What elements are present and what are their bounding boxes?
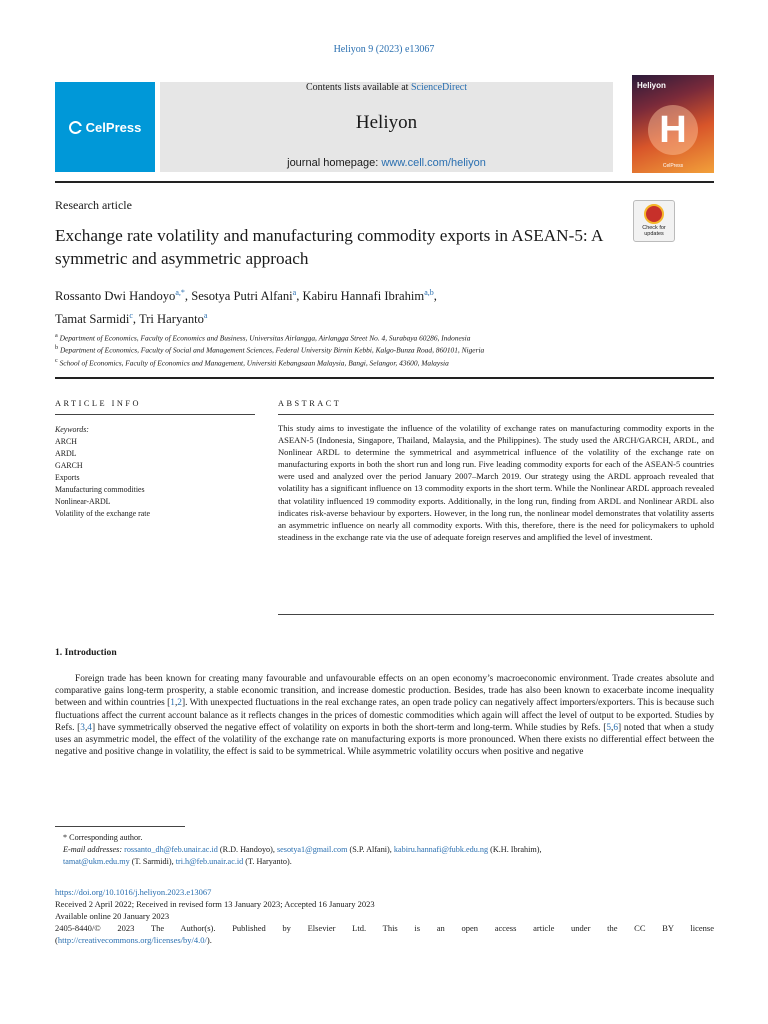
cellpress-logo-text: CelPress (85, 119, 142, 135)
cellpress-logo (61, 118, 149, 136)
citation-link[interactable]: 3 (80, 722, 85, 733)
abstract-heading: ABSTRACT (278, 399, 342, 408)
homepage-link[interactable]: www.cell.com/heliyon (381, 157, 486, 169)
cover-footer: CelPress (662, 163, 684, 169)
contents-line (160, 82, 613, 93)
article-info-heading: ARTICLE INFO (55, 399, 141, 408)
email-link[interactable]: tri.h@feb.unair.ac.id (175, 857, 244, 866)
citation-link[interactable]: 1 (170, 698, 175, 709)
email-link[interactable]: tamat@ukm.edu.my (63, 857, 130, 866)
abstract-rule (278, 414, 714, 415)
journal-cover[interactable] (632, 75, 714, 173)
journal-name: Heliyon (355, 112, 418, 133)
article-info-rule (55, 414, 255, 415)
keyword: ARCH (55, 437, 77, 446)
abstract-end-rule (278, 614, 714, 615)
affiliation: $^c$ School of Economics, Faculty of Economics and Management, Universiti Kebangsaan Malaysia, Bangi, Selangor, 43600, Malaysia (55, 357, 449, 368)
check-for-updates-button[interactable] (633, 200, 675, 242)
author[interactable]: Kabiru Hannafi Ibrahim$^{a,b}$ (302, 288, 434, 304)
author-list: Rossanto Dwi Handoyo$^{a,*}$, Sesotya Putri Alfani$^a$, Kabiru Hannafi Ibrahim$^{a,b}$, Tamat Sarmidi$^c$, Tri Haryanto$^a$ (55, 288, 437, 327)
info-divider (55, 377, 714, 379)
introduction-heading: 1. Introduction (55, 647, 117, 658)
keywords-list (55, 424, 255, 520)
keyword: Exports (55, 473, 80, 482)
author[interactable]: Tri Haryanto$^a$ (138, 311, 208, 327)
publication-info (55, 886, 714, 946)
homepage-prefix: journal homepage: (287, 157, 382, 169)
email-addresses: E-mail addresses: rossanto_dh@feb.unair.ac.id (R.D. Handoyo), sesotya1@gmail.com (S.P. Alfani), kabiru.hannafi@fubk.edu.ng (K.H. Ibrahim), tamat@ukm.edu.my (T. Sarmidi), tri.h@feb.unair.ac.id (T. Haryanto). (63, 845, 542, 866)
check-updates-label: Check for updates (642, 225, 666, 237)
keyword: Nonlinear-ARDL (55, 497, 111, 506)
citation-link[interactable]: 5 (606, 722, 611, 733)
email-link[interactable]: sesotya1@gmail.com (276, 845, 348, 854)
journal-reference[interactable]: Heliyon 9 (2023) e13067 (333, 44, 435, 55)
footnotes (55, 832, 714, 868)
keywords-label: Keywords: (55, 425, 89, 434)
cover-h-icon: H (648, 105, 698, 155)
license-link-line: (http://creativecommons.org/licenses/by/4.0/). (55, 935, 212, 946)
author[interactable]: Sesotya Putri Alfani$^a$ (191, 288, 297, 304)
license-statement: 2405-8440/© 2023 The Author(s). Published by Elsevier Ltd. This is an open access article under the CC BY license (55, 923, 714, 934)
citation-link[interactable]: 2 (177, 698, 182, 709)
cover-title: Heliyon (637, 81, 666, 90)
publisher-logo[interactable] (55, 82, 155, 172)
keyword: Manufacturing commodities (55, 485, 145, 494)
license-link[interactable]: http://creativecommons.org/licenses/by/4.0/ (57, 935, 207, 946)
available-online: Available online 20 January 2023 (55, 911, 170, 922)
author[interactable]: Rossanto Dwi Handoyo$^{a,*}$ (55, 288, 185, 304)
affiliation: $^a$ Department of Economics, Faculty of Economics and Business, Universitas Airlangga, Airlangga Street No. 4, Surabaya 60286, Indonesia (55, 333, 471, 343)
footnote-rule (55, 826, 185, 827)
header-divider (55, 181, 714, 183)
affiliations (55, 331, 714, 368)
contents-prefix: Contents lists available at (305, 82, 411, 93)
article-type: Research article (55, 198, 132, 212)
article-title: Exchange rate volatility and manufacturing commodity exports in ASEAN-5: A symmetric and asymmetric approach (55, 226, 603, 268)
email-link[interactable]: kabiru.hannafi@fubk.edu.ng (393, 845, 489, 854)
keyword: ARDL (55, 449, 77, 458)
sciencedirect-link[interactable]: ScienceDirect (410, 82, 468, 93)
abstract-text: This study aims to investigate the influence of the volatility of exchange rates on manufacturing commodity exports in the ASEAN-5 (Indonesia, Singapore, Thailand, Malaysia, and the Philippines). The study used the ARCH/GARCH, ARDL, and Nonlinear ARDL to determine the symmetrical and asymmetrical influence of the volatility of the exchange rate on manufacturing exports in both the short run and long run. Five leading commodity exports for each of the ASEAN-5 countries were used and analyzed over the period January 2007–March 2019. Our strategy using the ARDL approach revealed that volatility has a significant influence on 13 commodity exports in the short term. While the Nonlinear ARDL approach revealed that volatility influenced 19 commodity exports. Additionally, in the long run, finding from ARDL and Nonlinear ARDL also indicates risk-averse behaviour by exporters. However, in the long run, the nonlinear model demonstrates that volatility asserts an asymmetric influence on nearly all commodity exports. With this, therefore, there is the need for policymakers to uphold steadiness in the exchange rate via the use of adequate foreign reserves and amplified the level of investment. (278, 423, 714, 542)
email-link[interactable]: rossanto_dh@feb.unair.ac.id (124, 845, 218, 854)
corresponding-author-note: * Corresponding author. (63, 833, 143, 842)
introduction-paragraph: Foreign trade has been known for creating many favourable and unfavourable effects on an open economy’s macroeconomic environment. Trade creates absolute and comparative gains long-term prosperity, a stable economic transition, and increase domestic production. Besides, trade has also been known to exacerbate income inequality between and within countries [1,2]. With unexpected fluctuations in the real exchange rates, an open trade policy can negatively affect importers/exporters. This is because such fluctuations affect the current account balance as it reflects changes in the prices of domestic commodities which again will affect the level of output to be exported. Studies by Refs. [3,4] have symmetrically observed the negative effect of volatility on exports in both the short-term and long-term. While studies by Refs. [5,6] noted that when a study uses an asymmetric model, the effect of the volatility of the exchange rate on manufacturing exports is more pronounced. When there exists no differential effect between the negative and positive change in volatility, the effect is said to be symmetrical. While asymmetric volatility occurs when positive and negative (55, 674, 714, 758)
keyword: GARCH (55, 461, 83, 470)
cellpress-c-icon (69, 121, 82, 134)
received-dates: Received 2 April 2022; Received in revised form 13 January 2023; Accepted 16 January 2023 (55, 899, 375, 910)
keyword: Volatility of the exchange rate (55, 509, 150, 518)
citation-link[interactable]: 6 (613, 722, 619, 733)
citation-link[interactable]: 4 (87, 722, 92, 733)
doi-link[interactable]: https://doi.org/10.1016/j.heliyon.2023.e13067 (55, 887, 212, 897)
affiliation: $^b$ Department of Economics, Faculty of Social and Management Sciences, Federal University Birnin Kebbi, Kalgo-Bunza Road, 860101, Nigeria (55, 345, 485, 355)
journal-homepage (160, 157, 613, 169)
check-updates-icon (644, 204, 664, 224)
author[interactable]: Tamat Sarmidi$^c$ (55, 311, 133, 327)
